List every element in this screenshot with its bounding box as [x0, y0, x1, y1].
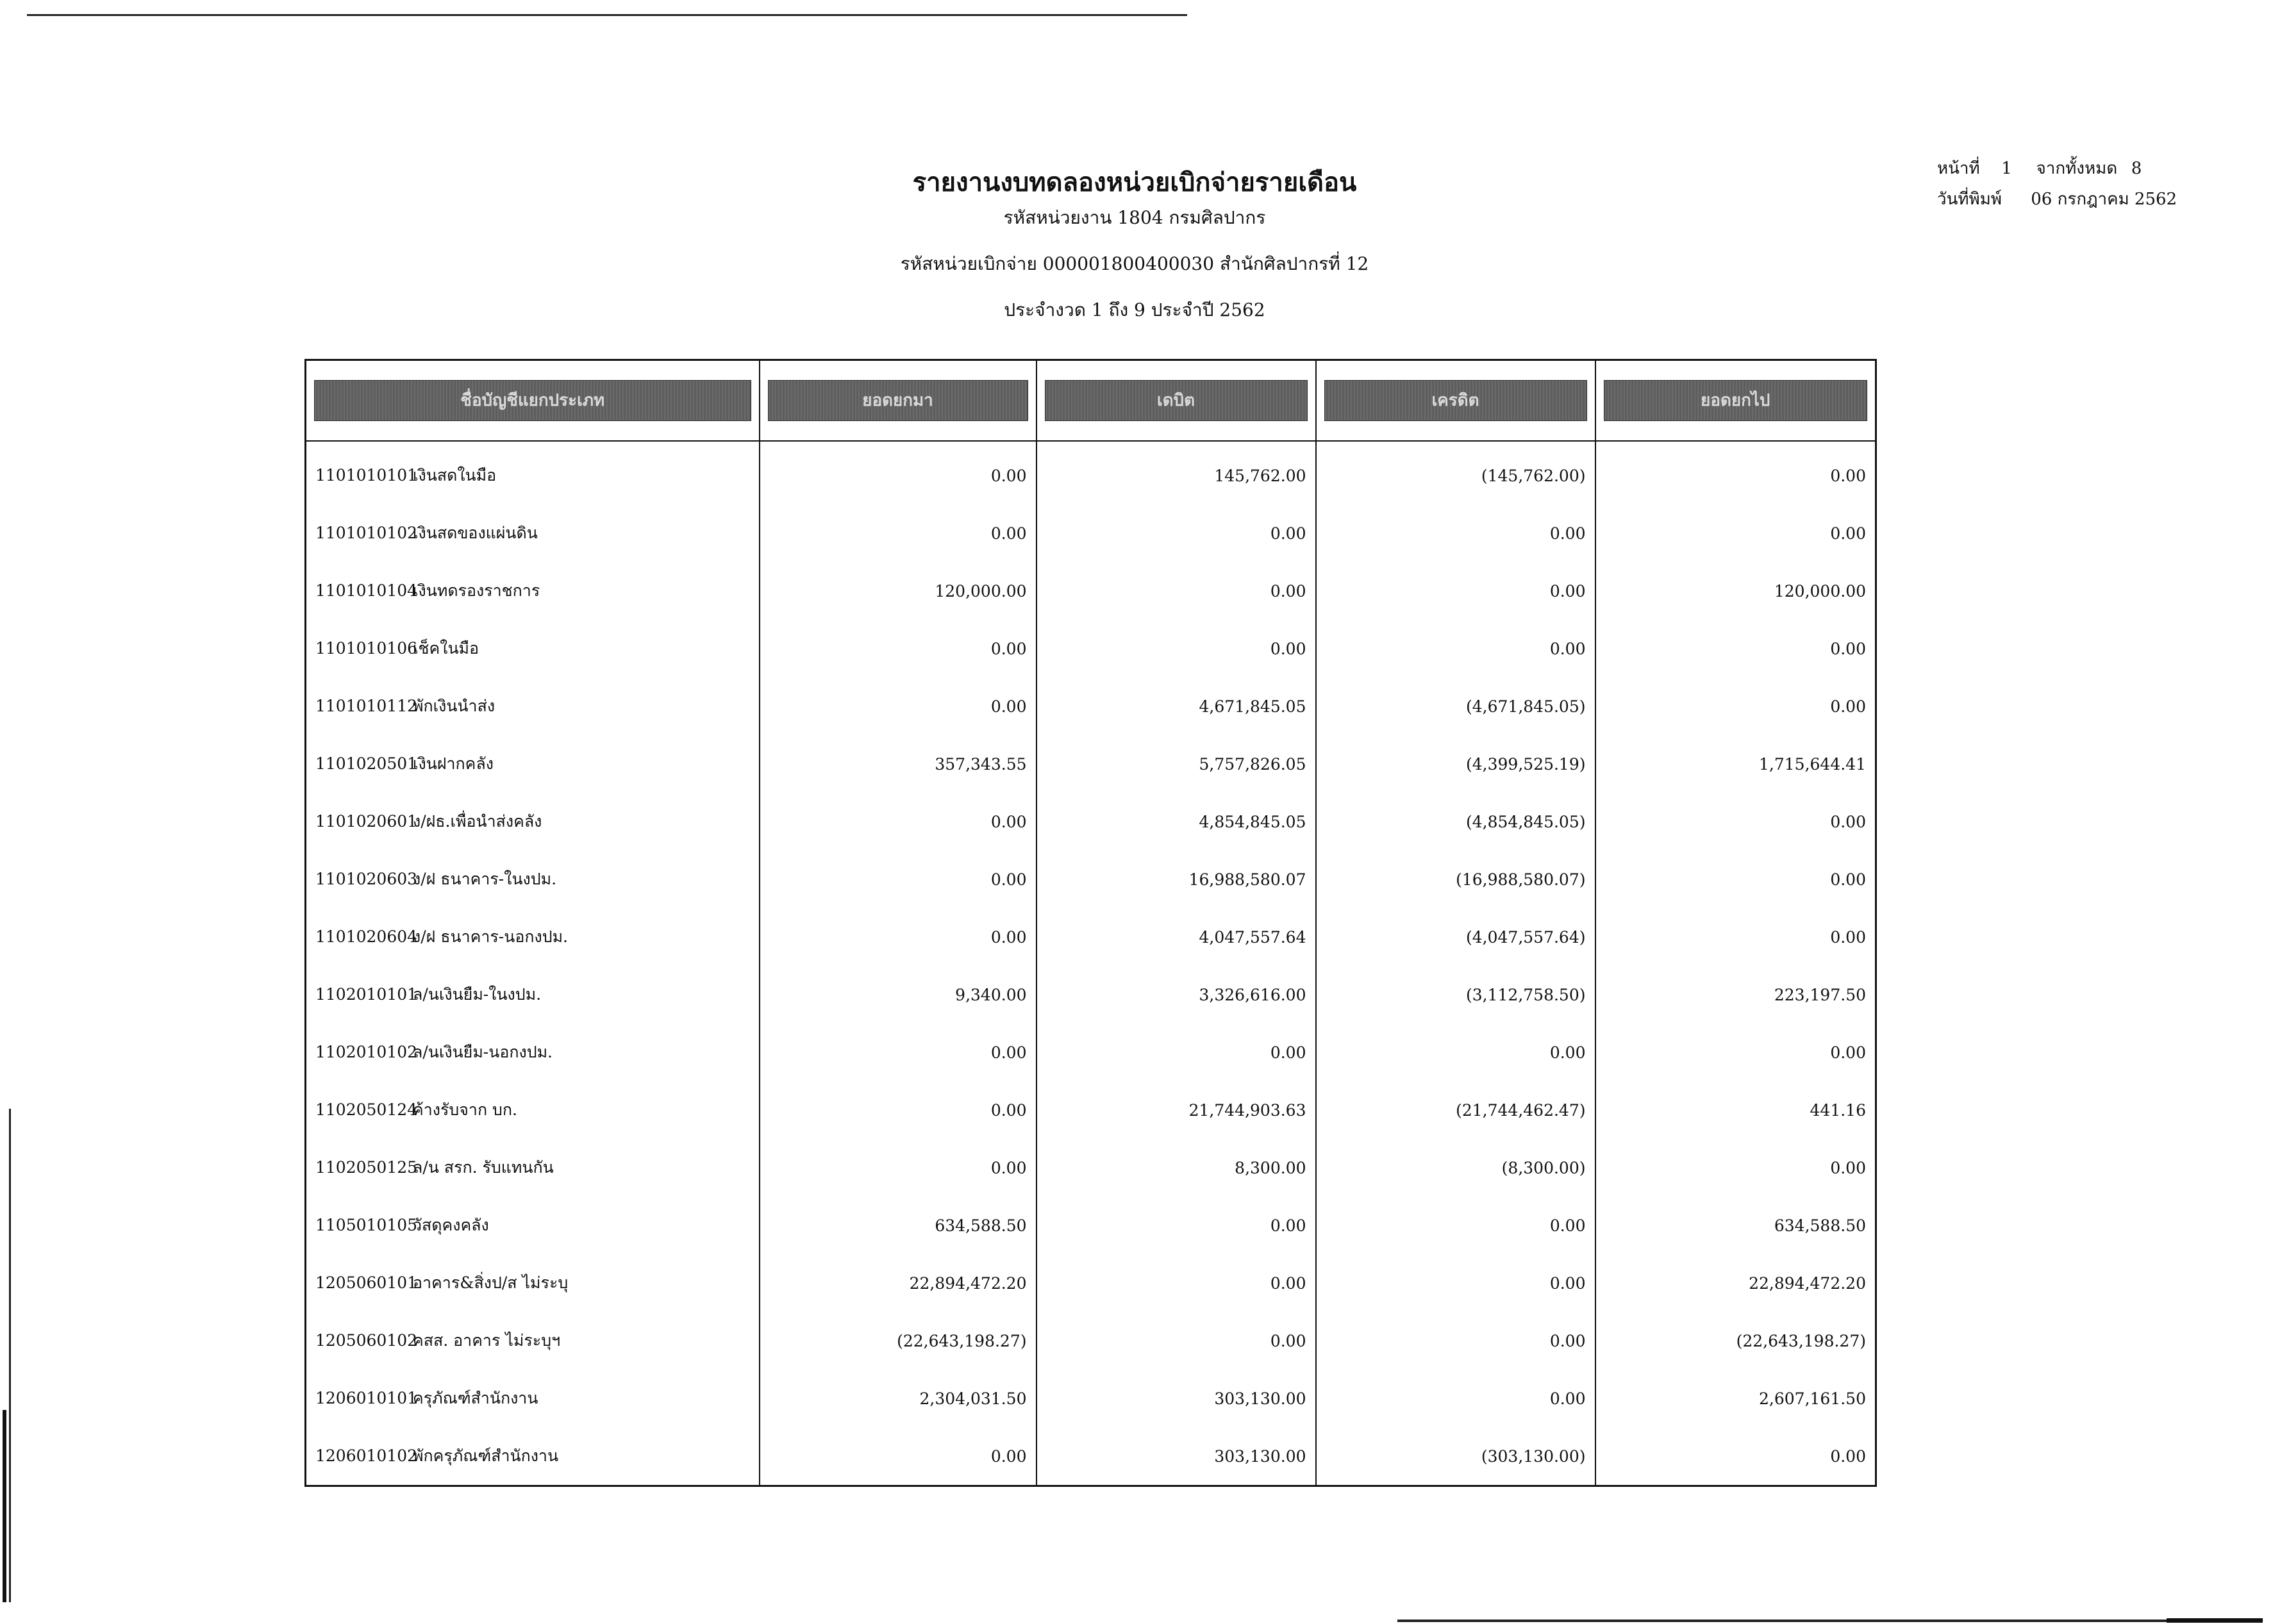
table-row — [306, 677, 1876, 735]
credit-amount: (4,671,845.05) — [1316, 677, 1595, 735]
account-name: ล/น สรก. รับแทนกัน — [413, 1158, 554, 1177]
credit-amount: (4,854,845.05) — [1316, 793, 1595, 850]
credit-amount: (8,300.00) — [1316, 1139, 1595, 1197]
opening-balance: 0.00 — [760, 1081, 1037, 1139]
opening-balance: 9,340.00 — [760, 966, 1037, 1023]
closing-balance: 0.00 — [1595, 504, 1876, 562]
print-info — [1937, 186, 2177, 212]
table-row — [306, 1023, 1876, 1081]
account-name: เงินฝากคลัง — [413, 754, 494, 773]
header-account-label: ชื่อบัญชีแยกประเภท — [314, 380, 751, 421]
account-code: 1206010102 — [315, 1446, 418, 1465]
report-title: รายงานงบทดลองหน่วยเบิกจ่ายรายเดือน — [912, 167, 1357, 197]
account-code: 1102050124 — [315, 1100, 418, 1119]
account-code: 1102010101 — [315, 985, 418, 1004]
debit-amount: 0.00 — [1037, 504, 1316, 562]
account-name: ค้างรับจาก บก. — [413, 1100, 517, 1119]
account-cell — [306, 908, 760, 966]
scan-border-top — [27, 14, 1187, 16]
account-cell — [306, 793, 760, 850]
account-code: 1101020601 — [315, 812, 418, 831]
debit-amount: 21,744,903.63 — [1037, 1081, 1316, 1139]
opening-balance: 0.00 — [760, 441, 1037, 504]
closing-balance: 634,588.50 — [1595, 1197, 1876, 1254]
opening-balance: 0.00 — [760, 1427, 1037, 1486]
debit-amount: 145,762.00 — [1037, 441, 1316, 504]
page-info — [1937, 155, 2142, 181]
account-cell — [306, 504, 760, 562]
table-row — [306, 908, 1876, 966]
table-row — [306, 966, 1876, 1023]
account-code: 1101020604 — [315, 927, 418, 946]
debit-amount: 0.00 — [1037, 1312, 1316, 1370]
credit-amount: (303,130.00) — [1316, 1427, 1595, 1486]
debit-amount: 16,988,580.07 — [1037, 850, 1316, 908]
account-name: เงินสดในมือ — [413, 466, 497, 485]
table-row — [306, 1312, 1876, 1370]
table-row — [306, 1081, 1876, 1139]
account-code: 1101010104 — [315, 581, 418, 600]
account-name: เงินทดรองราชการ — [413, 581, 540, 600]
closing-balance: 1,715,644.41 — [1595, 735, 1876, 793]
closing-balance: 22,894,472.20 — [1595, 1254, 1876, 1312]
closing-balance: 0.00 — [1595, 1023, 1876, 1081]
print-date: 06 กรกฎาคม 2562 — [2031, 190, 2177, 209]
credit-amount: 0.00 — [1316, 1197, 1595, 1254]
account-code: 1101020603 — [315, 870, 418, 888]
header-opening-label: ยอดยกมา — [768, 380, 1028, 421]
debit-amount: 3,326,616.00 — [1037, 966, 1316, 1023]
debit-amount: 0.00 — [1037, 620, 1316, 677]
account-code: 1101010101 — [315, 466, 418, 485]
debit-amount: 4,047,557.64 — [1037, 908, 1316, 966]
debit-amount: 0.00 — [1037, 1023, 1316, 1081]
credit-amount: (145,762.00) — [1316, 441, 1595, 504]
credit-amount: 0.00 — [1316, 504, 1595, 562]
account-name: เงินสดของแผ่นดิน — [413, 524, 538, 542]
account-name: ล/นเงินยืม-ในงปม. — [413, 985, 542, 1004]
opening-balance: 120,000.00 — [760, 562, 1037, 620]
account-cell — [306, 850, 760, 908]
opening-balance: 0.00 — [760, 1023, 1037, 1081]
account-code: 1105010105 — [315, 1216, 418, 1234]
closing-balance: 0.00 — [1595, 850, 1876, 908]
closing-balance: 0.00 — [1595, 1139, 1876, 1197]
debit-amount: 303,130.00 — [1037, 1370, 1316, 1427]
account-name: ง/ฝ ธนาคาร-นอกงปม. — [413, 927, 568, 946]
header-opening — [760, 360, 1037, 442]
closing-balance: 0.00 — [1595, 677, 1876, 735]
header-debit — [1037, 360, 1316, 442]
closing-balance: 120,000.00 — [1595, 562, 1876, 620]
debit-amount: 8,300.00 — [1037, 1139, 1316, 1197]
table-body — [306, 441, 1876, 1486]
account-cell — [306, 735, 760, 793]
account-cell — [306, 677, 760, 735]
account-code: 1101010112 — [315, 697, 418, 715]
account-code: 1102010102 — [315, 1043, 418, 1061]
page-number: 1 — [2001, 159, 2012, 178]
account-name: ล/นเงินยืม-นอกงปม. — [413, 1043, 553, 1061]
opening-balance: 0.00 — [760, 504, 1037, 562]
credit-amount: 0.00 — [1316, 1312, 1595, 1370]
opening-balance: 0.00 — [760, 908, 1037, 966]
debit-amount: 0.00 — [1037, 562, 1316, 620]
account-code: 1101010102 — [315, 524, 418, 542]
account-name: เช็คในมือ — [413, 639, 479, 658]
credit-amount: 0.00 — [1316, 1370, 1595, 1427]
opening-balance: 0.00 — [760, 793, 1037, 850]
account-name: อาคาร&สิ่งป/ส ไม่ระบุ — [413, 1273, 569, 1292]
table-row — [306, 1370, 1876, 1427]
closing-balance: 0.00 — [1595, 620, 1876, 677]
credit-amount: (16,988,580.07) — [1316, 850, 1595, 908]
closing-balance: (22,643,198.27) — [1595, 1312, 1876, 1370]
trial-balance-table — [304, 359, 1877, 1487]
account-cell — [306, 966, 760, 1023]
debit-amount: 4,671,845.05 — [1037, 677, 1316, 735]
table-row — [306, 1254, 1876, 1312]
closing-balance: 2,607,161.50 — [1595, 1370, 1876, 1427]
account-cell — [306, 1312, 760, 1370]
account-cell — [306, 1023, 760, 1081]
opening-balance: 634,588.50 — [760, 1197, 1037, 1254]
credit-amount: 0.00 — [1316, 1023, 1595, 1081]
closing-balance: 441.16 — [1595, 1081, 1876, 1139]
scan-border-left-thick — [3, 1410, 6, 1602]
debit-amount: 303,130.00 — [1037, 1427, 1316, 1486]
account-cell — [306, 1427, 760, 1486]
account-code: 1101010106 — [315, 639, 418, 658]
table-row — [306, 504, 1876, 562]
credit-amount: (3,112,758.50) — [1316, 966, 1595, 1023]
debit-amount: 5,757,826.05 — [1037, 735, 1316, 793]
account-cell — [306, 620, 760, 677]
account-code: 1102050125 — [315, 1158, 418, 1177]
closing-balance: 0.00 — [1595, 1427, 1876, 1486]
header-account — [306, 360, 760, 442]
account-cell — [306, 1254, 760, 1312]
table-row — [306, 441, 1876, 504]
opening-balance: (22,643,198.27) — [760, 1312, 1037, 1370]
account-name: พักครุภัณฑ์สำนักงาน — [413, 1446, 559, 1465]
opening-balance: 357,343.55 — [760, 735, 1037, 793]
scan-border-bottom — [1397, 1620, 2256, 1622]
account-cell — [306, 562, 760, 620]
opening-balance: 0.00 — [760, 850, 1037, 908]
credit-amount: 0.00 — [1316, 1254, 1595, 1312]
credit-amount: (21,744,462.47) — [1316, 1081, 1595, 1139]
total-pages: 8 — [2131, 159, 2142, 178]
page-label: หน้าที่ — [1937, 159, 1980, 178]
closing-balance: 0.00 — [1595, 793, 1876, 850]
total-pages-label: จากทั้งหมด — [2036, 159, 2118, 178]
disbursement-unit-line: รหัสหน่วยเบิกจ่าย 000001800400030 สำนักศิลปากรที่ 12 — [900, 253, 1369, 274]
table-row — [306, 1139, 1876, 1197]
table-row — [306, 1427, 1876, 1486]
table-row — [306, 620, 1876, 677]
account-cell — [306, 1197, 760, 1254]
closing-balance: 0.00 — [1595, 908, 1876, 966]
opening-balance: 0.00 — [760, 1139, 1037, 1197]
debit-amount: 0.00 — [1037, 1197, 1316, 1254]
account-cell — [306, 441, 760, 504]
account-name: ง/ฝ ธนาคาร-ในงปม. — [413, 870, 557, 888]
account-code: 1101020501 — [315, 754, 418, 773]
agency-line: รหัสหน่วยงาน 1804 กรมศิลปากร — [1003, 207, 1266, 228]
account-cell — [306, 1370, 760, 1427]
closing-balance: 223,197.50 — [1595, 966, 1876, 1023]
account-name: วัสดุคงคลัง — [413, 1216, 489, 1234]
account-cell — [306, 1081, 760, 1139]
credit-amount: 0.00 — [1316, 562, 1595, 620]
credit-amount: (4,047,557.64) — [1316, 908, 1595, 966]
header-closing-label: ยอดยกไป — [1604, 380, 1868, 421]
account-code: 1205060102 — [315, 1331, 418, 1350]
account-code: 1206010101 — [315, 1389, 418, 1407]
table-row — [306, 793, 1876, 850]
account-name: คสส. อาคาร ไม่ระบุฯ — [413, 1331, 561, 1350]
debit-amount: 0.00 — [1037, 1254, 1316, 1312]
opening-balance: 0.00 — [760, 620, 1037, 677]
table-row — [306, 562, 1876, 620]
table-row — [306, 1197, 1876, 1254]
period-line: ประจำงวด 1 ถึง 9 ประจำปี 2562 — [1004, 299, 1265, 320]
scan-border-bottom-end — [2167, 1618, 2263, 1623]
closing-balance: 0.00 — [1595, 441, 1876, 504]
account-name: พักเงินนำส่ง — [413, 697, 495, 715]
account-code: 1205060101 — [315, 1273, 418, 1292]
account-name: ง/ฝธ.เพื่อนำส่งคลัง — [413, 812, 542, 831]
header-closing — [1595, 360, 1876, 442]
account-cell — [306, 1139, 760, 1197]
table-header-row — [306, 360, 1876, 442]
account-name: ครุภัณฑ์สำนักงาน — [413, 1389, 538, 1407]
opening-balance: 2,304,031.50 — [760, 1370, 1037, 1427]
table-row — [306, 850, 1876, 908]
opening-balance: 22,894,472.20 — [760, 1254, 1037, 1312]
credit-amount: (4,399,525.19) — [1316, 735, 1595, 793]
header-credit-label: เครดิต — [1324, 380, 1587, 421]
opening-balance: 0.00 — [760, 677, 1037, 735]
debit-amount: 4,854,845.05 — [1037, 793, 1316, 850]
scan-border-left — [9, 1109, 11, 1602]
header-credit — [1316, 360, 1595, 442]
table-row — [306, 735, 1876, 793]
header-debit-label: เดบิต — [1045, 380, 1308, 421]
credit-amount: 0.00 — [1316, 620, 1595, 677]
print-date-label: วันที่พิมพ์ — [1937, 190, 2002, 209]
